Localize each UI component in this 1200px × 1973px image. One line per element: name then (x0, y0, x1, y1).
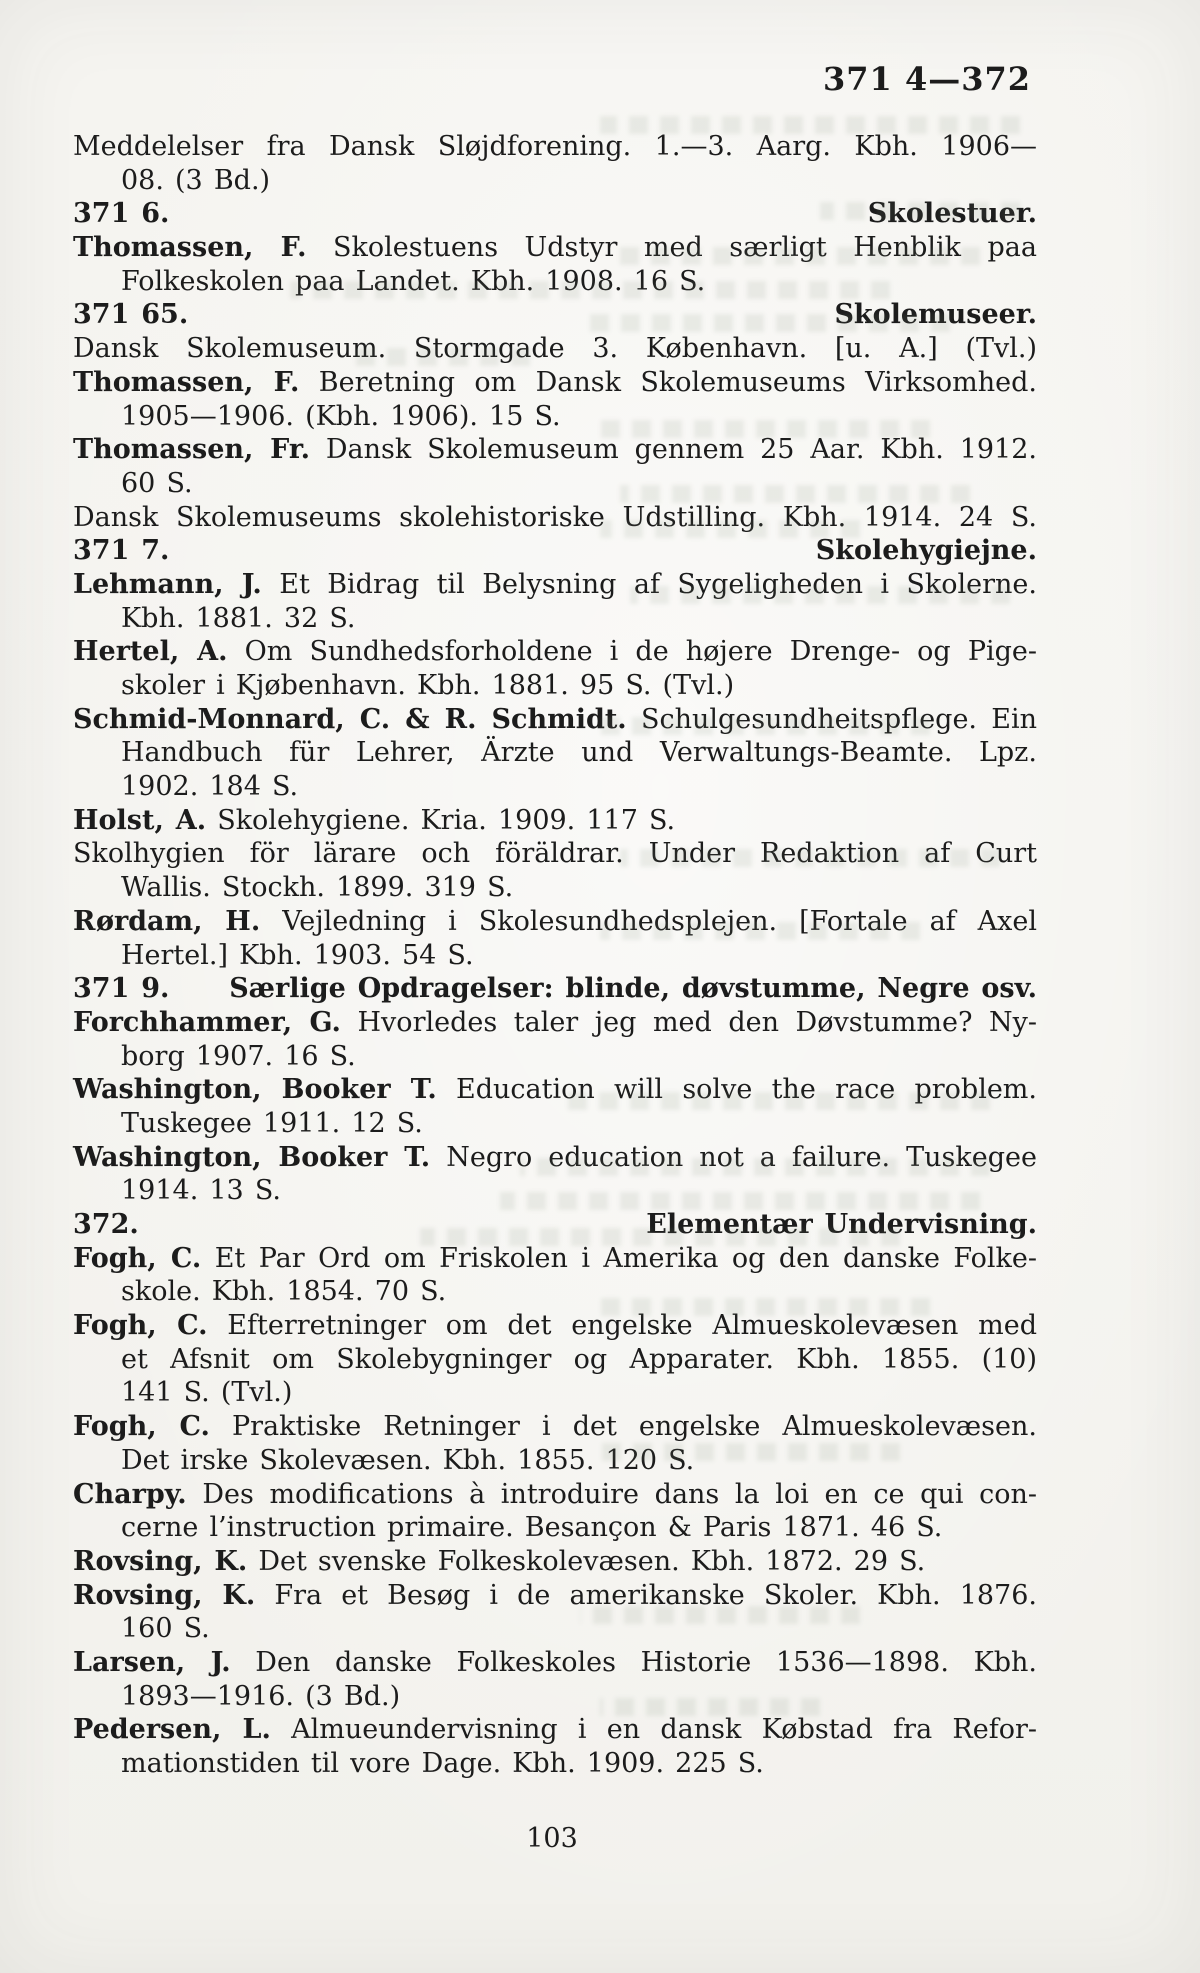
entry-text: 1902. 184 S. (121, 771, 299, 803)
author-name: Hertel, A. (73, 636, 228, 668)
entry-line (73, 736, 1037, 770)
entry-line (73, 1040, 1037, 1074)
author-name: Schmid-Monnard, C. & R. Schmidt. (73, 703, 627, 735)
entry-text: et Afsnit om Skolebygninger og Apparater. Kbh. 1855. (10) (121, 1343, 1037, 1375)
author-name: Fogh, C. (73, 1310, 208, 1342)
entry-text: Fra et Besøg i de amerikanske Skoler. Kbh. 1876. (255, 1579, 1037, 1611)
author-name: Rovsing, K. (73, 1545, 248, 1577)
entry-line (73, 1511, 1037, 1545)
section-number: 371 6. (73, 198, 170, 230)
entry-line (73, 939, 1037, 973)
entry-line (73, 265, 1037, 299)
section-heading (73, 197, 1037, 231)
entry-line (73, 804, 1037, 838)
entry-text: Et Bidrag til Belysning af Sygeligheden i Skolerne. (261, 568, 1037, 600)
entry-text: Tuskegee 1911. 12 S. (121, 1107, 423, 1139)
entry-text: Vejledning i Skolesundhedsplejen. [Fortale af Axel (260, 905, 1037, 937)
section-number: 372. (73, 1209, 139, 1240)
entry-text: Beretning om Dansk Skolemuseums Virksomhed. (299, 366, 1037, 398)
author-name: Lehmann, J. (73, 568, 262, 600)
entry-text: Negro education not a failure. Tuskegee (430, 1141, 1037, 1173)
entry-text: Hertel.] Kbh. 1903. 54 S. (121, 939, 474, 971)
entry-text: Hvorledes taler jeg med den Døvstumme? Ny- (340, 1006, 1037, 1038)
section-number: 371 7. (73, 535, 170, 567)
entry-text: Skolestuens Udstyr med særligt Henblik paa (306, 232, 1037, 264)
entry-line (73, 1444, 1037, 1478)
author-name: Fogh, C. (73, 1411, 210, 1443)
entry-line (73, 1478, 1037, 1512)
entry-line (73, 1646, 1037, 1680)
entry-line (73, 1343, 1037, 1377)
section-number: 371 9. (73, 973, 170, 1005)
author-name: Rovsing, K. (73, 1579, 256, 1611)
entry-text: Handbuch für Lehrer, Ärzte und Verwaltungs-Beamte. Lpz. (121, 737, 1037, 769)
entry-line (73, 568, 1037, 602)
entry-text: Et Par Ord om Friskolen i Amerika og den danske Folke- (201, 1242, 1037, 1274)
entry-line (73, 400, 1037, 434)
author-name: Rørdam, H. (73, 905, 261, 937)
entry-text: Meddelelser fra Dansk Sløjdforening. 1.—3. Aarg. Kbh. 1906— (73, 131, 1037, 162)
entry-text: Praktiske Retninger i det engelske Almueskolevæsen. (209, 1411, 1037, 1443)
entry-text: Det irske Skolevæsen. Kbh. 1855. 120 S. (121, 1444, 695, 1476)
entry-text: Almueundervisning i en dansk Købstad fra Refor- (270, 1714, 1038, 1746)
entry-text: 1893—1916. (3 Bd.) (121, 1680, 401, 1712)
entry-line (73, 366, 1037, 400)
section-title: Skolemuseer. (834, 299, 1037, 331)
entry-text: cerne l’instruction primaire. Besançon & Paris 1871. 46 S. (121, 1512, 943, 1544)
entry-line (73, 1680, 1037, 1714)
entry-text: Skolhygien för lärare och föräldrar. Under Redaktion af Curt (73, 838, 1037, 870)
entry-text: 60 S. (121, 467, 193, 499)
entry-line (73, 871, 1037, 905)
entry-text: Efterretninger om det engelske Almueskolevæsen med (207, 1310, 1038, 1342)
entry-text: Dansk Skolemuseums skolehistoriske Udstilling. Kbh. 1914. 24 S. (73, 501, 1037, 533)
entry-line (73, 1141, 1037, 1175)
author-name: Fogh, C. (73, 1242, 202, 1274)
page-header-range: 371 4—372 (823, 60, 1031, 98)
entry-text: Dansk Skolemuseum gennem 25 Aar. Kbh. 1912. (309, 434, 1037, 466)
entry-text: skole. Kbh. 1854. 70 S. (121, 1276, 447, 1308)
entry-line (73, 1242, 1037, 1276)
entry-line (73, 905, 1037, 939)
author-name: Thomassen, Fr. (73, 434, 310, 466)
entry-line (73, 130, 1037, 164)
entry-line (73, 164, 1037, 198)
entry-line (73, 635, 1037, 669)
entry-text: Schulgesundheitspflege. Ein (626, 703, 1038, 735)
page-number: 103 (526, 1823, 578, 1854)
entry-text: Folkeskolen paa Landet. Kbh. 1908. 16 S. (121, 265, 706, 297)
author-name: Holst, A. (73, 804, 207, 836)
text-block (73, 130, 1037, 1781)
section-heading (73, 298, 1037, 332)
entry-line (73, 1376, 1037, 1410)
author-name: Thomassen, F. (73, 232, 307, 264)
entry-line (73, 332, 1037, 366)
author-name: Pedersen, L. (73, 1714, 271, 1746)
entry-line (73, 1309, 1037, 1343)
entry-line (73, 770, 1037, 804)
entry-text: Wallis. Stockh. 1899. 319 S. (121, 872, 514, 904)
entry-line (73, 467, 1037, 501)
entry-line (73, 1747, 1037, 1781)
entry-line (73, 1410, 1037, 1444)
entry-line (73, 602, 1037, 636)
entry-line (73, 1006, 1037, 1040)
entry-line (73, 837, 1037, 871)
section-heading (73, 972, 1037, 1006)
author-name: Charpy. (73, 1478, 187, 1510)
entry-line (73, 1545, 1037, 1579)
entry-text: Det svenske Folkeskolevæsen. Kbh. 1872. 29 S. (247, 1545, 926, 1577)
entry-line (73, 231, 1037, 265)
entry-text: Des modifications à introduire dans la loi en ce qui con- (186, 1478, 1037, 1510)
section-title: Særlige Opdragelser: blinde, døvstumme, Negre osv. (229, 973, 1037, 1005)
entry-text: borg 1907. 16 S. (121, 1040, 356, 1072)
entry-text: skoler i Kjøbenhavn. Kbh. 1881. 95 S. (Tvl.) (121, 670, 735, 701)
entry-line (73, 1612, 1037, 1646)
section-title: Skolehygiejne. (815, 535, 1037, 567)
author-name: Forchhammer, G. (73, 1006, 341, 1038)
author-name: Washington, Booker T. (73, 1141, 431, 1173)
entry-line (73, 1174, 1037, 1208)
entry-text: 141 S. (Tvl.) (121, 1377, 293, 1409)
author-name: Washington, Booker T. (73, 1074, 437, 1106)
entry-text: 1914. 13 S. (121, 1175, 281, 1207)
entry-line (73, 1073, 1037, 1107)
entry-line (73, 1275, 1037, 1309)
section-title: Skolestuer. (867, 198, 1037, 230)
entry-line (73, 1713, 1037, 1747)
entry-line (73, 433, 1037, 467)
author-name: Thomassen, F. (73, 366, 300, 398)
entry-line (73, 1107, 1037, 1141)
entry-text: 1905—1906. (Kbh. 1906). 15 S. (121, 400, 561, 432)
entry-text: 160 S. (121, 1613, 210, 1645)
entry-line (73, 501, 1037, 535)
entry-line (73, 703, 1037, 737)
entry-text: Om Sundhedsforholdene i de højere Drenge- og Pige- (227, 636, 1038, 668)
entry-text: Education will solve the race problem. (436, 1074, 1037, 1106)
entry-line (73, 669, 1037, 703)
section-heading (73, 1208, 1037, 1242)
section-heading (73, 534, 1037, 568)
entry-text: 08. (3 Bd.) (121, 164, 271, 196)
section-title: Elementær Undervisning. (646, 1209, 1037, 1240)
entry-text: Den danske Folkeskoles Historie 1536—1898. Kbh. (230, 1646, 1037, 1678)
section-number: 371 65. (73, 299, 189, 331)
entry-line (73, 1579, 1037, 1613)
author-name: Larsen, J. (73, 1646, 231, 1678)
entry-text: Kbh. 1881. 32 S. (121, 602, 356, 634)
entry-text: Dansk Skolemuseum. Stormgade 3. København. [u. A.] (Tvl.) (73, 333, 1037, 365)
entry-text: Skolehygiene. Kria. 1909. 117 S. (206, 804, 676, 836)
entry-text: mationstiden til vore Dage. Kbh. 1909. 225 S. (121, 1748, 764, 1779)
